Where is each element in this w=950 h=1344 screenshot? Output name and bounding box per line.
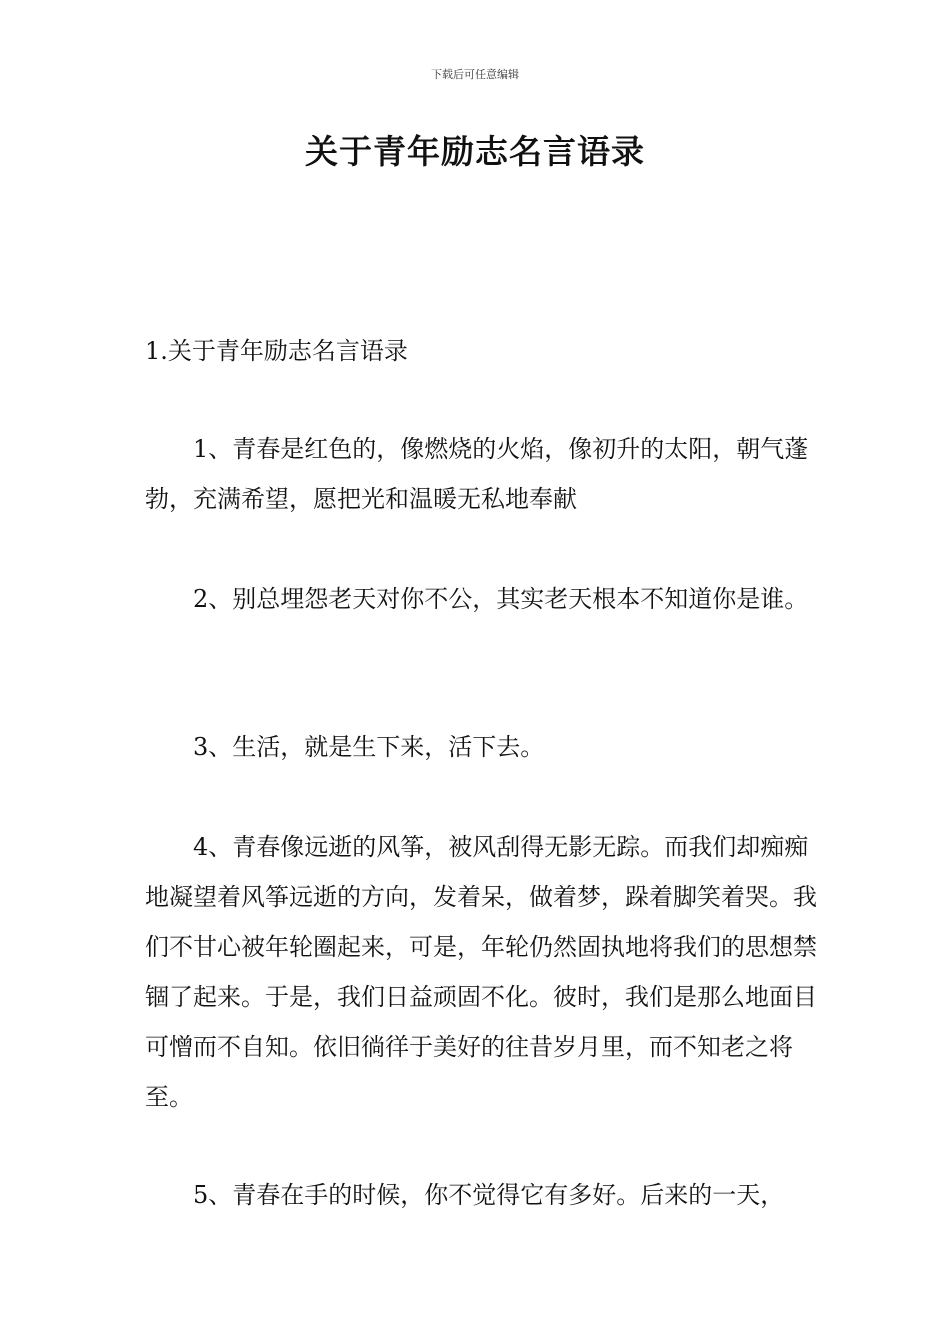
quote-paragraph-3: 3、生活，就是生下来，活下去。 [193, 733, 545, 761]
section-heading: 1.关于青年励志名言语录 [145, 337, 408, 365]
quote-paragraph-5: 5、青春在手的时候，你不觉得它有多好。后来的一天， [193, 1181, 785, 1209]
quote-paragraph-4: 4、青春像远逝的风筝，被风刮得无影无踪。而我们却痴痴地凝望着风筝远逝的方向，发着呆，做着梦，跺着脚笑着哭。我们不甘心被年轮圈起来，可是，年轮仍然固执地将我们的思想禁锢了起来。于是，我们日益顽固不化。彼时，我们是那么地面目可憎而不自知。依旧徜徉于美好的往昔岁月里，而不知老之将至。 [145, 833, 817, 1111]
quote-paragraph-1: 1、青春是红色的，像燃烧的火焰，像初升的太阳，朝气蓬勃，充满希望，愿把光和温暖无私地奉献 [145, 435, 809, 513]
page-header-note: 下载后可任意编辑 [431, 68, 519, 81]
document-title: 关于青年励志名言语录 [305, 132, 645, 171]
quote-paragraph-2: 2、别总埋怨老天对你不公，其实老天根本不知道你是谁。 [193, 585, 809, 613]
